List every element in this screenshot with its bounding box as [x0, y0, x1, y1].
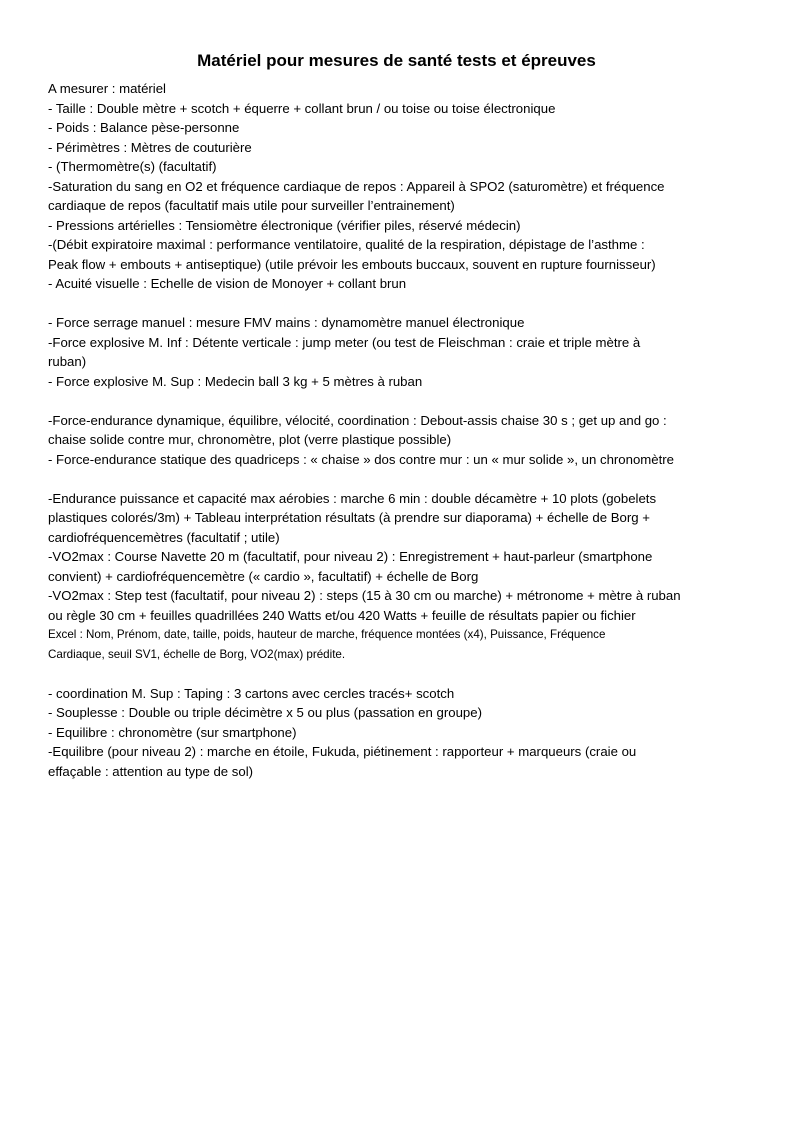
paragraph-spacer: [48, 664, 748, 684]
text-line: chaise solide contre mur, chronomètre, plot (verre plastique possible): [48, 432, 452, 447]
text-line: Excel : Nom, Prénom, date, taille, poids, hauteur de marche, fréquence montées (x4), Puissance, Fréquence: [48, 628, 606, 641]
text-line: convient) + cardiofréquencemètre (« cardio », facultatif) + échelle de Borg: [48, 568, 479, 584]
text-line: - Pressions artérielles : Tensiomètre électronique (vérifier piles, réservé médecin): [48, 217, 521, 233]
text-line: effaçable : attention au type de sol): [48, 763, 254, 779]
text-line: ruban): [48, 354, 87, 369]
text-line: ou règle 30 cm + feuilles quadrillées 240 Watts et/ou 420 Watts + feuille de résultats papier ou fichier: [48, 607, 636, 623]
text-line: -Saturation du sang en O2 et fréquence cardiaque de repos : Appareil à SPO2 (saturomètre) et fréquence: [48, 178, 665, 194]
paragraph-spacer: [48, 469, 748, 489]
text-line: -VO2max : Step test (facultatif, pour niveau 2) : steps (15 à 30 cm ou marche) + métronome + mètre à ruban: [48, 588, 681, 603]
text-line: - (Thermomètre(s) (facultatif): [48, 159, 217, 174]
text-line: cardiofréquencemètres (facultatif ; utile): [48, 529, 280, 545]
text-line: A mesurer : matériel: [48, 81, 166, 96]
text-line: Peak flow + embouts + antiseptique) (utile prévoir les embouts buccaux, souvent en rupture fournisseur): [48, 256, 656, 272]
text-line: - coordination M. Sup : Taping : 3 cartons avec cercles tracés+ scotch: [48, 685, 455, 701]
text-line: - Poids : Balance pèse-personne: [48, 120, 240, 135]
text-line: cardiaque de repos (facultatif mais utile pour surveiller l’entrainement): [48, 198, 455, 213]
page-title: Matériel pour mesures de santé tests et épreuves: [197, 51, 596, 70]
text-line: -Equilibre (pour niveau 2) : marche en étoile, Fukuda, piétinement : rapporteur + marqueurs (craie ou: [48, 744, 637, 759]
text-line: - Force serrage manuel : mesure FMV mains : dynamomètre manuel électronique: [48, 315, 525, 330]
text-line: - Souplesse : Double ou triple décimètre x 5 ou plus (passation en groupe): [48, 705, 482, 720]
text-line: -Force explosive M. Inf : Détente verticale : jump meter (ou test de Fleischman : craie et triple mètre à: [48, 334, 641, 350]
text-line: -VO2max : Course Navette 20 m (facultatif, pour niveau 2) : Enregistrement + haut-parleur (smartphone: [48, 549, 653, 564]
text-line: - Taille : Double mètre + scotch + équerre + collant brun / ou toise ou toise électronique: [48, 100, 556, 116]
text-line: - Périmètres : Mètres de couturière: [48, 139, 252, 155]
text-line: plastiques colorés/3m) + Tableau interprétation résultats (à prendre sur diaporama) + échelle de Borg +: [48, 510, 650, 525]
text-line: -Force-endurance dynamique, équilibre, vélocité, coordination : Debout-assis chaise 30 s ; get up and go :: [48, 412, 667, 428]
paragraph-spacer: [48, 391, 748, 411]
text-line: Cardiaque, seuil SV1, échelle de Borg, VO2(max) prédite.: [48, 647, 346, 661]
text-line: - Force-endurance statique des quadriceps : « chaise » dos contre mur : un « mur solide », un chronomètre: [48, 451, 675, 467]
text-line: - Acuité visuelle : Echelle de vision de Monoyer + collant brun: [48, 276, 407, 291]
text-line: - Equilibre : chronomètre (sur smartphone): [48, 724, 297, 740]
text-line: -Endurance puissance et capacité max aérobies : marche 6 min : double décamètre + 10 plots (gobelets: [48, 490, 657, 506]
text-line: - Force explosive M. Sup : Medecin ball 3 kg + 5 mètres à ruban: [48, 373, 423, 389]
paragraph-spacer: [48, 294, 748, 314]
text-line: -(Débit expiratoire maximal : performance ventilatoire, qualité de la respiration, dépistage de l’asthme :: [48, 237, 645, 252]
document-body: [48, 79, 748, 781]
